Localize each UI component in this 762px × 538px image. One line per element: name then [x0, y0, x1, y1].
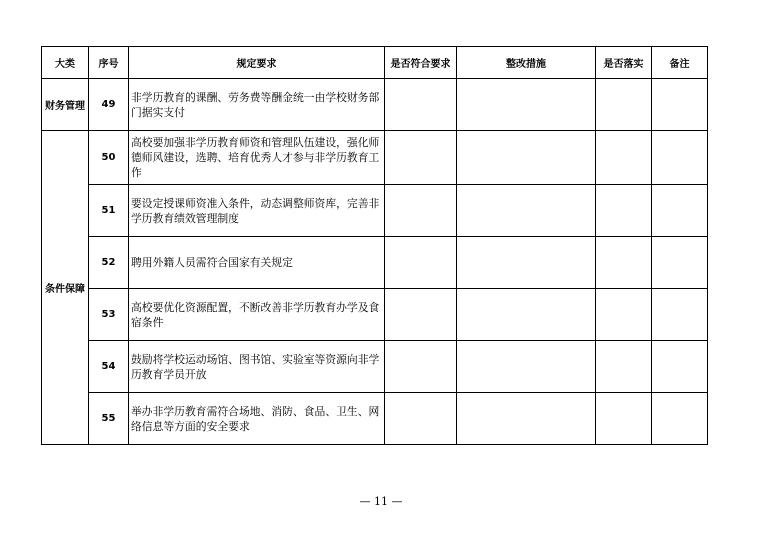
number-cell: 51 — [89, 185, 129, 237]
requirement-cell: 非学历教育的课酬、劳务费等酬金统一由学校财务部门据实支付 — [129, 79, 385, 131]
number-cell: 54 — [89, 341, 129, 393]
header-remediation: 整改措施 — [457, 47, 596, 79]
number-cell: 49 — [89, 79, 129, 131]
number-cell: 53 — [89, 289, 129, 341]
requirement-cell: 要设定授课师资准入条件，动态调整师资库，完善非学历教育绩效管理制度 — [129, 185, 385, 237]
notes-cell[interactable] — [652, 79, 708, 131]
notes-cell[interactable] — [652, 341, 708, 393]
requirement-cell: 举办非学历教育需符合场地、消防、食品、卫生、网络信息等方面的安全要求 — [129, 393, 385, 445]
implemented-cell[interactable] — [596, 131, 652, 185]
remediation-cell[interactable] — [457, 237, 596, 289]
number-cell: 55 — [89, 393, 129, 445]
compliant-cell[interactable] — [385, 393, 457, 445]
header-row — [42, 47, 708, 79]
table-row — [42, 131, 708, 185]
table-row — [42, 289, 708, 341]
number-cell: 52 — [89, 237, 129, 289]
header-compliant: 是否符合要求 — [385, 47, 457, 79]
compliant-cell[interactable] — [385, 237, 457, 289]
notes-cell[interactable] — [652, 237, 708, 289]
compliant-cell[interactable] — [385, 79, 457, 131]
remediation-cell[interactable] — [457, 185, 596, 237]
header-category: 大类 — [42, 47, 89, 79]
implemented-cell[interactable] — [596, 393, 652, 445]
compliant-cell[interactable] — [385, 341, 457, 393]
header-notes: 备注 — [652, 47, 708, 79]
notes-cell[interactable] — [652, 185, 708, 237]
table-row — [42, 185, 708, 237]
implemented-cell[interactable] — [596, 79, 652, 131]
number-cell: 50 — [89, 131, 129, 185]
requirements-table — [41, 46, 708, 445]
notes-cell[interactable] — [652, 393, 708, 445]
header-requirement: 规定要求 — [129, 47, 385, 79]
remediation-cell[interactable] — [457, 393, 596, 445]
remediation-cell[interactable] — [457, 131, 596, 185]
implemented-cell[interactable] — [596, 289, 652, 341]
requirement-cell: 鼓励将学校运动场馆、图书馆、实验室等资源向非学历教育学员开放 — [129, 341, 385, 393]
remediation-cell[interactable] — [457, 341, 596, 393]
notes-cell[interactable] — [652, 289, 708, 341]
compliant-cell[interactable] — [385, 185, 457, 237]
header-number: 序号 — [89, 47, 129, 79]
header-implemented: 是否落实 — [596, 47, 652, 79]
category-cell: 条件保障 — [42, 131, 89, 445]
table-row — [42, 393, 708, 445]
remediation-cell[interactable] — [457, 289, 596, 341]
requirement-cell: 高校要优化资源配置，不断改善非学历教育办学及食宿条件 — [129, 289, 385, 341]
remediation-cell[interactable] — [457, 79, 596, 131]
notes-cell[interactable] — [652, 131, 708, 185]
implemented-cell[interactable] — [596, 341, 652, 393]
requirement-cell: 聘用外籍人员需符合国家有关规定 — [129, 237, 385, 289]
table-row — [42, 79, 708, 131]
table-row — [42, 341, 708, 393]
implemented-cell[interactable] — [596, 237, 652, 289]
implemented-cell[interactable] — [596, 185, 652, 237]
compliant-cell[interactable] — [385, 131, 457, 185]
category-cell: 财务管理 — [42, 79, 89, 131]
requirement-cell: 高校要加强非学历教育师资和管理队伍建设，强化师德师风建设，选聘、培育优秀人才参与非学历教育工作 — [129, 131, 385, 185]
page-number: — 11 — — [359, 495, 403, 508]
table-row — [42, 237, 708, 289]
compliant-cell[interactable] — [385, 289, 457, 341]
